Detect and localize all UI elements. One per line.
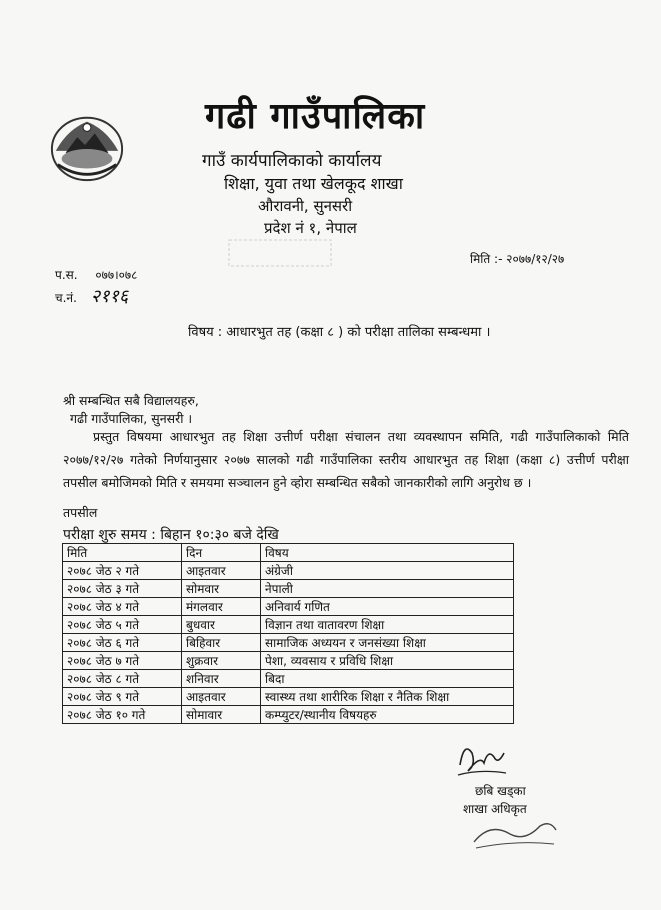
cell-day: मंगलवार bbox=[182, 598, 261, 616]
cell-day: सोमवार bbox=[182, 580, 261, 598]
officer-stamp-icon bbox=[470, 812, 560, 852]
cell-subject: कम्प्युटर/स्थानीय विषयहरु bbox=[261, 706, 514, 724]
cell-day: बुधवार bbox=[182, 616, 261, 634]
cell-day: शनिवार bbox=[182, 670, 261, 688]
letter-body: प्रस्तुत विषयमा आधारभुत तह शिक्षा उत्तीर्ण परीक्षा संचालन तथा व्यवस्थापन समिति, गढी गाउँपालिकाको मिति २०७७/१२/२७ गतेको निर्णयानुसार २०७७ सालको गढी गाउँपालिका स्तरीय आधारभुत तह शिक्षा (कक्षा ८) उत्तीर्ण परीक्षा तपसील बमोजिमको मिति र समयमा सञ्चालन हुने व्होरा सम्बन्धित सबैको जानकारीको लागि अनुरोध छ । bbox=[63, 429, 629, 490]
faint-stamp-icon bbox=[225, 236, 335, 270]
exam-schedule-table bbox=[62, 543, 514, 724]
header-date: मिति bbox=[63, 544, 182, 562]
cell-subject: स्वास्थ्य तथा शारीरिक शिक्षा र नैतिक शिक्षा bbox=[261, 688, 514, 706]
cell-subject: नेपाली bbox=[261, 580, 514, 598]
cell-date: २०७८ जेठ १० गते bbox=[63, 706, 182, 724]
cn-value: २११६ bbox=[90, 286, 129, 307]
header-subject: विषय bbox=[261, 544, 514, 562]
table-header-row bbox=[63, 544, 514, 562]
cell-subject: अनिवार्य गणित bbox=[261, 598, 514, 616]
cell-day: आइतवार bbox=[182, 688, 261, 706]
cell-day: बिहिवार bbox=[182, 634, 261, 652]
cell-subject: विज्ञान तथा वातावरण शिक्षा bbox=[261, 616, 514, 634]
cell-day: सोमावार bbox=[182, 706, 261, 724]
table-row bbox=[63, 598, 514, 616]
office-subtitle: गाउँ कार्यपालिकाको कार्यालय bbox=[202, 151, 382, 171]
table-row bbox=[63, 634, 514, 652]
tapsil-label: तपसील bbox=[63, 505, 98, 520]
cell-date: २०७८ जेठ ६ गते bbox=[63, 634, 182, 652]
cell-date: २०७८ जेठ ३ गते bbox=[63, 580, 182, 598]
cell-date: २०७८ जेठ ७ गते bbox=[63, 652, 182, 670]
signature-icon bbox=[450, 735, 510, 780]
letter-subject: विषय : आधारभुत तह (कक्षा ८ ) को परीक्षा तालिका सम्बन्धमा । bbox=[188, 325, 491, 340]
cell-subject: सामाजिक अध्ययन र जनसंख्या शिक्षा bbox=[261, 634, 514, 652]
office-location: औरावनी, सुनसरी bbox=[258, 197, 353, 215]
section-name: शिक्षा, युवा तथा खेलकूद शाखा bbox=[224, 174, 403, 193]
letter-ps bbox=[55, 266, 137, 283]
cell-date: २०७८ जेठ २ गते bbox=[63, 562, 182, 580]
letter-date: मिति :- २०७७/१२/२७ bbox=[470, 252, 565, 266]
recipient-line-2: गढी गाउँपालिका, सुनसरी । bbox=[70, 411, 193, 426]
exam-start-time: परीक्षा शुरु समय : बिहान १०:३० बजे देखि bbox=[63, 527, 279, 543]
nepal-emblem-icon bbox=[48, 108, 126, 186]
cell-date: २०७८ जेठ ४ गते bbox=[63, 598, 182, 616]
cell-date: २०७८ जेठ ८ गते bbox=[63, 670, 182, 688]
cn-label: च.नं. bbox=[55, 291, 77, 305]
cell-subject: अंग्रेजी bbox=[261, 562, 514, 580]
table-row bbox=[63, 706, 514, 724]
cell-subject: पेशा, व्यवसाय र प्रविधि शिक्षा bbox=[261, 652, 514, 670]
office-title: गढी गाउँपालिका bbox=[205, 96, 426, 137]
signatory-post: शाखा अधिकृत bbox=[463, 802, 527, 816]
cell-subject: बिदा bbox=[261, 670, 514, 688]
table-row bbox=[63, 652, 514, 670]
letter-cn bbox=[55, 284, 128, 308]
recipient-line-1: श्री सम्बन्धित सबै विद्यालयहरु, bbox=[63, 393, 199, 408]
cell-day: आइतवार bbox=[182, 562, 261, 580]
header-day: दिन bbox=[182, 544, 261, 562]
table-row bbox=[63, 562, 514, 580]
cell-date: २०७८ जेठ ९ गते bbox=[63, 688, 182, 706]
cell-date: २०७८ जेठ ५ गते bbox=[63, 616, 182, 634]
table-row bbox=[63, 670, 514, 688]
table-row bbox=[63, 688, 514, 706]
table-row bbox=[63, 580, 514, 598]
table-row bbox=[63, 616, 514, 634]
cell-day: शुक्रवार bbox=[182, 652, 261, 670]
signatory-name: छबि खड्का bbox=[475, 784, 526, 798]
ps-value: ०७७।०७८ bbox=[95, 268, 138, 282]
ps-label: प.स. bbox=[55, 268, 78, 282]
province-line: प्रदेश नं १, नेपाल bbox=[264, 219, 357, 237]
